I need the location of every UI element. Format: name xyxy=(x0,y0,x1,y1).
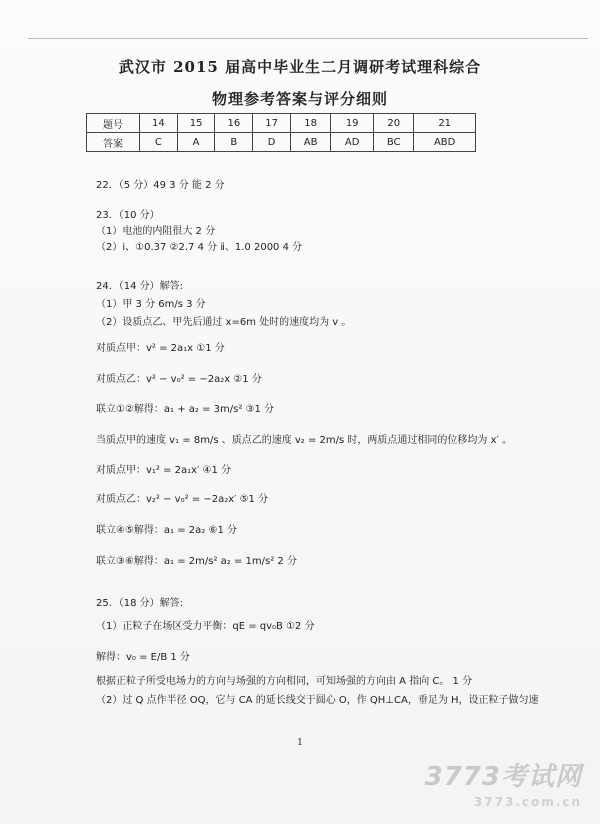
table-cell: AB xyxy=(290,133,330,152)
answer-line-23-header: 23．（10 分） xyxy=(96,210,160,221)
table-cell: A xyxy=(177,133,215,152)
table-cell: ABD xyxy=(414,133,476,152)
answer-line-23-1: （1）电池的内阻很大 2 分 xyxy=(96,226,216,237)
answer-line-25-header: 25．（18 分）解答: xyxy=(96,598,183,609)
equation-line: 联立①②解得：a₁ + a₂ = 3m/s² ③1 分 xyxy=(96,404,275,415)
table-cell: C xyxy=(140,133,178,152)
table-cell: D xyxy=(253,133,291,152)
table-cell: BC xyxy=(374,133,414,152)
question-number-row xyxy=(87,114,476,133)
table-cell: 14 xyxy=(140,114,178,133)
table-cell: 18 xyxy=(290,114,330,133)
answer-row xyxy=(87,133,476,152)
equation-line: 对质点甲：v² = 2a₁x ①1 分 xyxy=(96,343,225,354)
equation-line: 解得：v₀ = E/B 1 分 xyxy=(96,652,190,663)
table-cell: AD xyxy=(331,133,374,152)
table-cell: 20 xyxy=(374,114,414,133)
equation-line: 联立④⑤解得：a₁ = 2a₂ ⑥1 分 xyxy=(96,525,237,536)
table-cell: 21 xyxy=(414,114,476,133)
answer-line-24-1: （1）甲 3 分 6m/s 3 分 xyxy=(96,299,206,310)
answer-line-24-header: 24．（14 分）解答: xyxy=(96,281,183,292)
table-cell: 题号 xyxy=(87,114,140,133)
table-cell: 答案 xyxy=(87,133,140,152)
answer-line-25-direction: 根据正粒子所受电场力的方向与场强的方向相同，可知场强的方向由 A 指向 C。 1 分 xyxy=(96,676,473,687)
equation-line: 对质点乙：v² − v₀² = −2a₂x ②1 分 xyxy=(96,374,262,385)
watermark-logo: 3773考试网 xyxy=(424,762,582,792)
equation-line: 联立③⑥解得：a₁ = 2m/s² a₂ = 1m/s² 2 分 xyxy=(96,556,297,567)
watermark xyxy=(425,756,582,809)
table-cell: B xyxy=(215,133,253,152)
table-cell: 19 xyxy=(331,114,374,133)
answer-line-22: 22．（5 分）49 3 分 能 2 分 xyxy=(96,180,225,191)
answer-line-25-2: （2）过 Q 点作半径 OQ，它与 CA 的延长线交于圆心 O，作 QH⊥CA，垂足为 H，设正粒子做匀速 xyxy=(96,695,539,706)
table-cell: 17 xyxy=(253,114,291,133)
table-cell: 16 xyxy=(215,114,253,133)
answer-table xyxy=(86,113,476,152)
document-title: 武汉市 2015 届高中毕业生二月调研考试理科综合 xyxy=(118,58,482,76)
top-rule xyxy=(28,38,588,39)
equation-line: （1）正粒子在场区受力平衡：qE = qv₀B ①2 分 xyxy=(96,621,315,632)
page-number: 1 xyxy=(297,738,303,748)
answer-line-24-2: （2）设质点乙、甲先后通过 x=6m 处时的速度均为 v 。 xyxy=(96,317,352,328)
answer-line-23-2: （2）ⅰ、①0.37 ②2.7 4 分 ⅱ、1.0 2000 4 分 xyxy=(96,242,303,253)
watermark-url: 3773.com.cn xyxy=(473,795,582,809)
equation-line: 当质点甲的速度 v₁ = 8m/s 、质点乙的速度 v₂ = 2m/s 时，两质点通过相同的位移均为 x′ 。 xyxy=(96,435,512,446)
table-cell: 15 xyxy=(177,114,215,133)
equation-line: 对质点甲：v₁² = 2a₁x′ ④1 分 xyxy=(96,465,232,476)
equation-line: 对质点乙：v₂² − v₀² = −2a₂x′ ⑤1 分 xyxy=(96,494,269,505)
document-subtitle: 物理参考答案与评分细则 xyxy=(211,90,388,108)
